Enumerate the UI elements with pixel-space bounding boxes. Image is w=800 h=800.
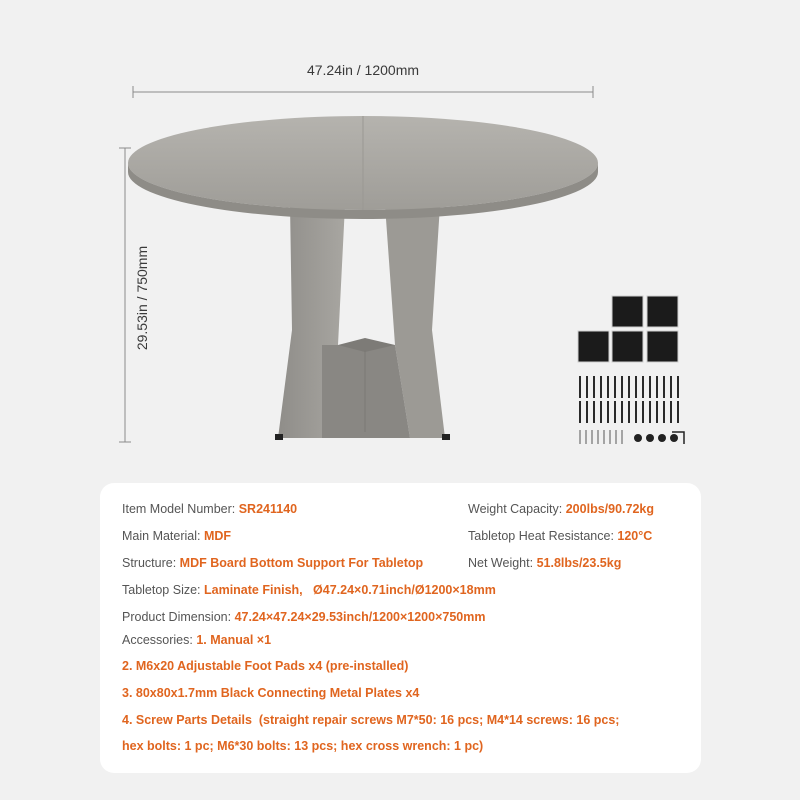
spec-structure: Structure: MDF Board Bottom Support For Tabletop <box>122 556 424 570</box>
spec-model: Item Model Number: SR241140 <box>122 502 298 516</box>
foot-pads <box>634 434 678 442</box>
accessory-line-4-continued: hex bolts: 1 pc; M6*30 bolts: 13 pcs; hex cross wrench: 1 pc) <box>122 739 484 753</box>
spec-product-dimension: Product Dimension: 47.24×47.24×29.53inch/1200×1200×750mm <box>122 610 486 624</box>
width-dimension-line <box>133 86 593 98</box>
spec-tabletop-size-value: Laminate Finish, Ø47.24×0.71inch/Ø1200×18mm <box>204 583 496 597</box>
spec-net-weight-value: 51.8lbs/23.5kg <box>536 556 622 570</box>
spec-structure-value: MDF Board Bottom Support For Tabletop <box>179 556 424 570</box>
spec-heat-resistance: Tabletop Heat Resistance: 120°C <box>468 529 653 543</box>
spec-heat-resistance-value: 120°C <box>617 529 653 543</box>
spec-product-dimension-value: 47.24×47.24×29.53inch/1200×1200×750mm <box>234 610 486 624</box>
accessory-line-4: 4. Screw Parts Details (straight repair screws M7*50: 16 pcs; M4*14 screws: 16 pcs; <box>122 713 620 727</box>
spec-accessories-value: 1. Manual ×1 <box>196 633 272 647</box>
small-screws <box>580 430 622 444</box>
spec-weight-capacity: Weight Capacity: 200lbs/90.72kg <box>468 502 654 516</box>
metal-plates <box>578 296 678 362</box>
width-dimension-label: 47.24in / 1200mm <box>306 62 420 78</box>
accessory-line-3: 3. 80x80x1.7mm Black Connecting Metal Plates x4 <box>122 686 420 700</box>
spec-model-value: SR241140 <box>238 502 298 516</box>
screws <box>580 376 678 423</box>
height-dimension-label: 29.53in / 750mm <box>134 245 150 351</box>
spec-weight-capacity-value: 200lbs/90.72kg <box>565 502 654 516</box>
spec-material-value: MDF <box>203 529 232 543</box>
spec-card <box>100 483 701 773</box>
accessory-line-2: 2. M6x20 Adjustable Foot Pads x4 (pre-installed) <box>122 659 409 673</box>
spec-net-weight: Net Weight: 51.8lbs/23.5kg <box>468 556 622 570</box>
spec-material: Main Material: MDF <box>122 529 232 543</box>
spec-tabletop-size: Tabletop Size: Laminate Finish, Ø47.24×0.71inch/Ø1200×18mm <box>122 583 496 597</box>
spec-accessories: Accessories: 1. Manual ×1 <box>122 633 272 647</box>
tabletop <box>128 116 598 219</box>
height-dimension-line <box>119 148 131 442</box>
table-base <box>275 205 450 440</box>
